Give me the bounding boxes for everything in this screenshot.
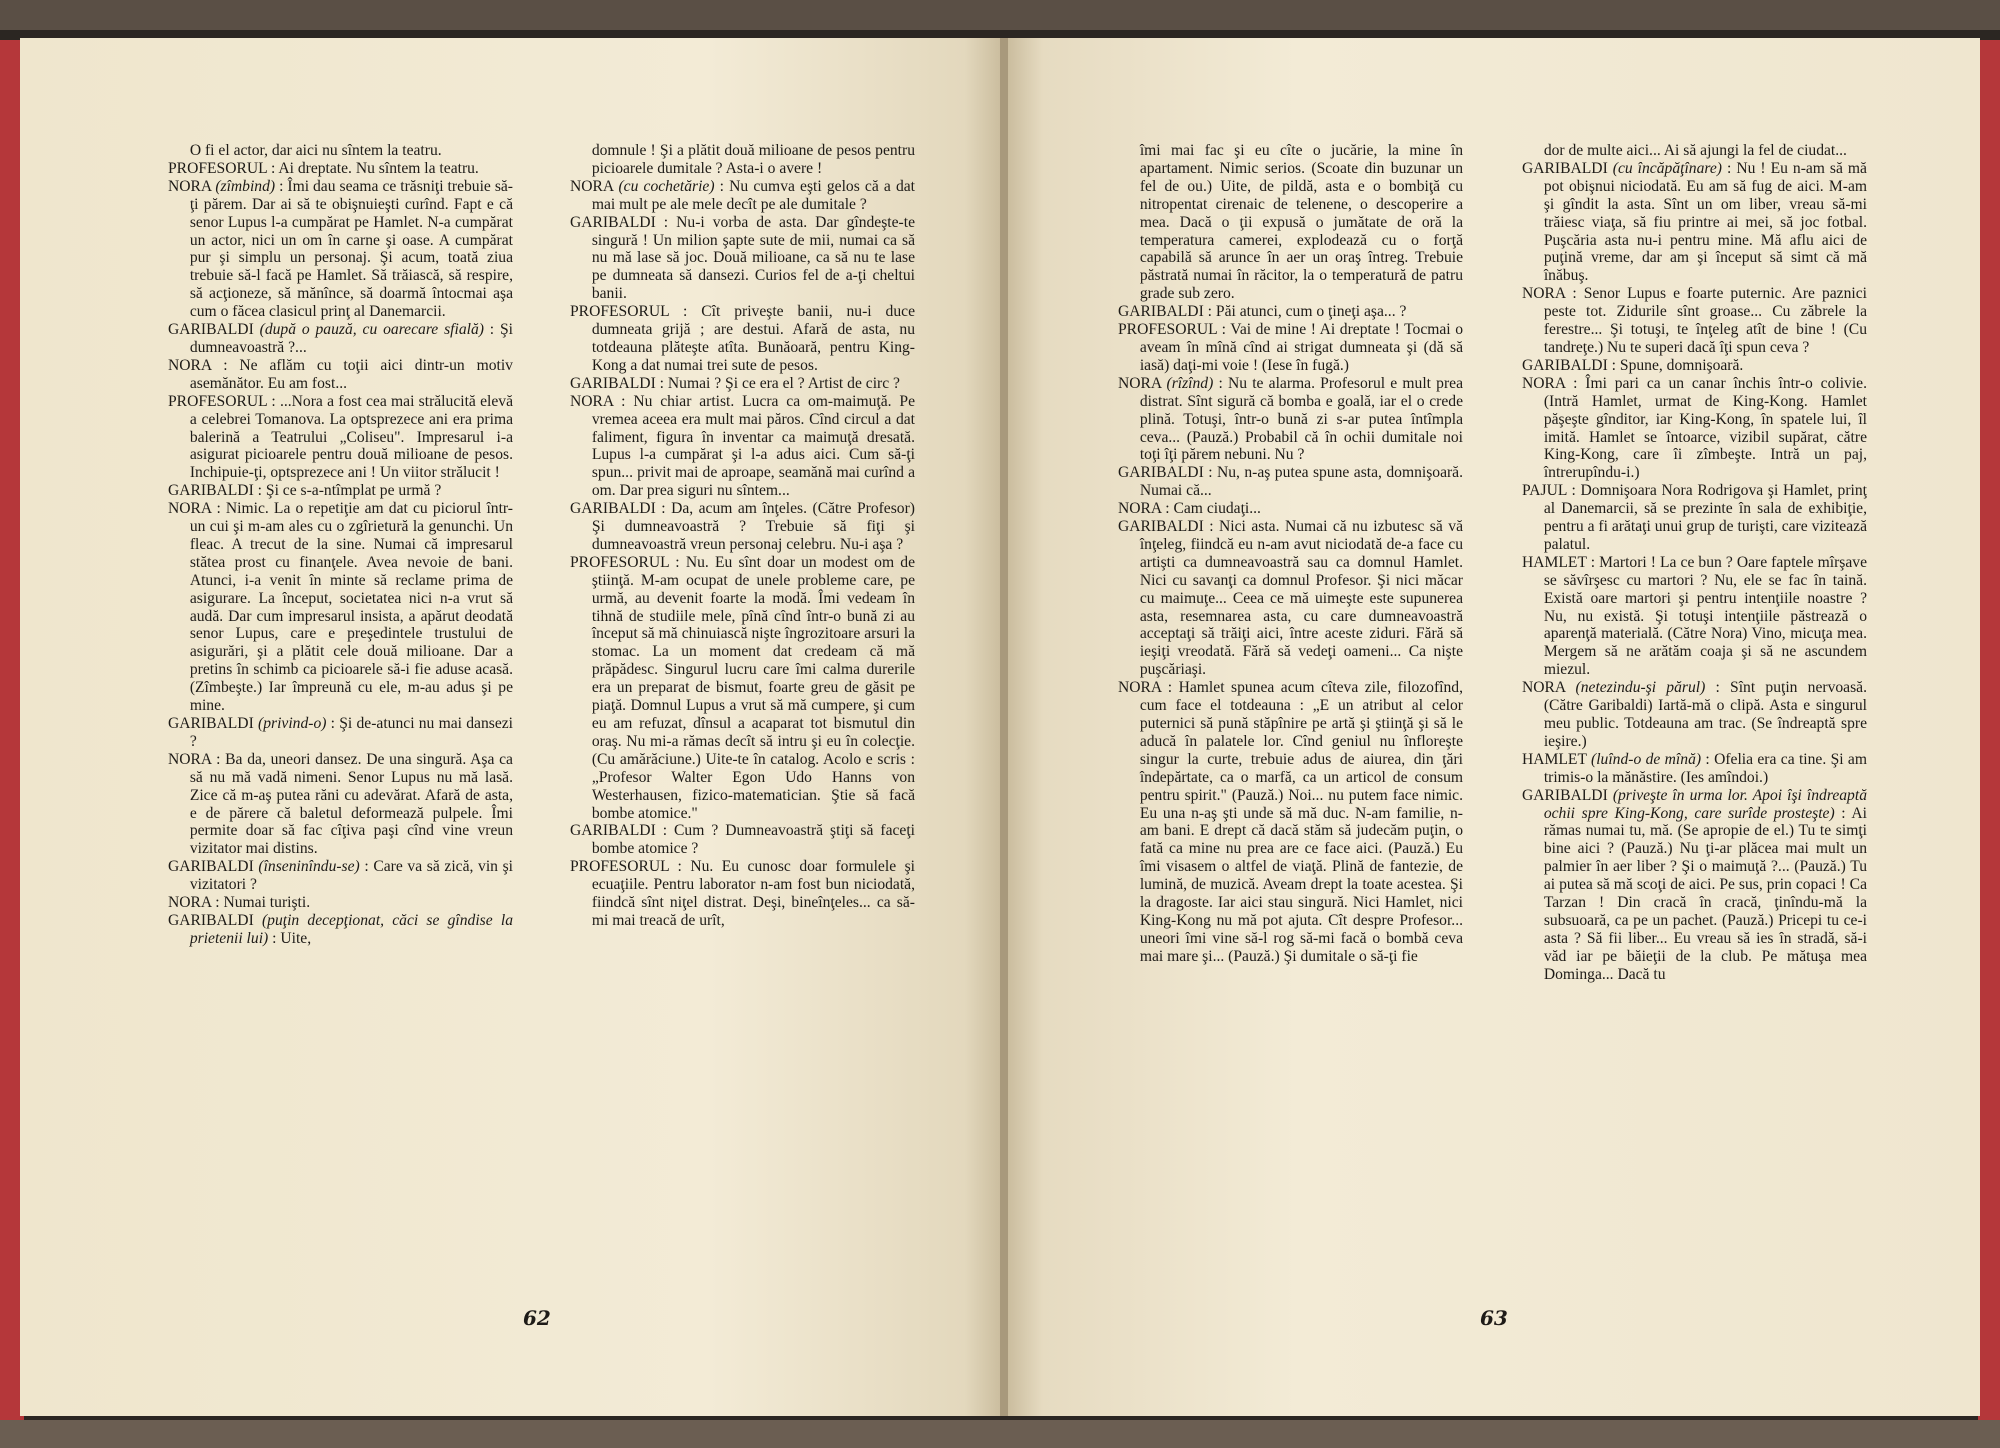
dialogue-paragraph — [1118, 375, 1463, 465]
dialogue-text: : Sînt puţin nervoasă. (Către Garibaldi) Iartă-mă o clipă. Asta e singurul meu public. Totdeauna am trac. (Se îndreaptă spre ieşire.) — [1543, 679, 1867, 750]
speaker-name: PAJUL : — [1522, 482, 1581, 500]
speaker-name: NORA — [1522, 679, 1576, 697]
dialogue-text: Senor Lupus e foarte puternic. Are paznici peste tot. Zidurile sînt groase... Cu zăbrele la ferestre... Şi totuşi, te înţeleg atît de bine ! (Cu tandreţe.) Nu te superi dacă îţi spun ceva ? — [1543, 285, 1867, 356]
dialogue-paragraph — [570, 393, 915, 500]
dialogue-text: Ba da, uneori dansez. De una singură. Aşa ca să nu mă vadă nimeni. Senor Lupus nu mă lasă. Zice că m-aş putea răni cu adevărat. Afară de asta, e de părere că baletul deformează pulpele. Îmi permite doar să fac cîţiva paşi cînd vine vreun vizitator mai distins. — [189, 750, 513, 858]
speaker-name: NORA : — [1522, 374, 1586, 392]
dialogue-text: Îmi pari ca un canar închis într-o colivie. (Intră Hamlet, urmat de King-Kong. Hamlet păşeşte gînditor, iar King-Kong, în spatele lui, îl imită. Hamlet se întoarce, vizibil supărat, către King-Kong, care îi zîmbeşte. Intră un paj, întrerupîndu-i.) — [1543, 374, 1867, 482]
speaker-name: PROFESORUL : — [570, 553, 686, 571]
stage-direction: (zîmbind) — [215, 177, 276, 195]
dialogue-text: Nu-i vorba de asta. Dar gîndeşte-te singură ! Un milion şapte sute de mii, numai ca să nu mă lase să joc. Două milioane, ca să nu te lase pe dumneata să dansezi. Curios fel de a-ţi cheltui banii. — [591, 213, 915, 303]
dialogue-paragraph — [570, 500, 915, 554]
speaker-name: GARIBALDI : — [570, 213, 677, 231]
dialogue-text: : Îmi dau seama ce trăsniţi trebuie să-ţi părem. Dar ai să te obişnuieşti curînd. Fapt e că senor Lupus l-a cumpărat pe Hamlet. N-a cumpărat un actor, nici un om în carne şi oase. A cumpărat pur şi simplu un personaj. Şi acum, toată ziua trebuie să-l facă pe Hamlet. Să trăiască, să respire, să acţioneze, să mănînce, să doarmă întocmai aşa cum o făcea clasicul prinţ al Danemarcii. — [189, 177, 513, 321]
dialogue-paragraph — [1118, 303, 1463, 321]
right-page-column-2 — [1522, 142, 1867, 1277]
stage-direction: (rîzînd) — [1166, 374, 1214, 392]
speaker-name: NORA : — [168, 356, 240, 374]
dialogue-paragraph — [168, 715, 513, 751]
right-page-column-1 — [1118, 142, 1463, 1277]
dialogue-paragraph — [168, 178, 513, 321]
dialogue-paragraph — [168, 393, 513, 483]
dialogue-paragraph — [570, 178, 915, 214]
dialogue-paragraph — [1522, 160, 1867, 285]
speaker-name: GARIBALDI : — [1118, 303, 1216, 321]
dialogue-text: Cam ciudaţi... — [1173, 500, 1261, 518]
dialogue-text: Spune, domnişoară. — [1619, 356, 1744, 374]
book-cover-top — [0, 0, 2000, 30]
dialogue-paragraph — [570, 554, 915, 823]
speaker-name: PROFESORUL : — [1118, 321, 1231, 339]
dialogue-text: O fi el actor, dar aici nu sîntem la teatru. — [189, 142, 442, 159]
dialogue-text: Nu chiar artist. Lucra ca om-maimuţă. Pe vremea aceea era mult mai păros. Cînd circul a dat faliment, figura în inventar ca maimuţă dresată. Lupus l-a cumpărat şi l-a adus aici. Cum să-ţi spun... privit mai de aproape, seamănă mai curînd a om. Dar prea siguri nu sîntem... — [591, 392, 915, 500]
speaker-name: NORA : — [1522, 285, 1584, 303]
book-cover-right-edge — [1978, 40, 2000, 1420]
speaker-name: PROFESORUL : — [570, 858, 691, 876]
dialogue-paragraph — [1522, 787, 1867, 984]
speaker-name: GARIBALDI : — [570, 374, 668, 392]
speaker-name: GARIBALDI : — [1118, 518, 1220, 536]
speaker-name: NORA : — [570, 392, 634, 410]
stage-direction: (netezindu-şi părul) — [1575, 679, 1706, 697]
dialogue-paragraph — [1118, 679, 1463, 966]
speaker-name: NORA : — [168, 750, 226, 768]
dialogue-paragraph — [570, 142, 915, 178]
speaker-name: GARIBALDI — [1522, 159, 1613, 177]
dialogue-paragraph — [1118, 518, 1463, 679]
dialogue-text: Nu, n-aş putea spune asta, domnişoară. Numai că... — [1139, 464, 1463, 500]
book-gutter — [1000, 38, 1008, 1416]
speaker-name: NORA — [570, 177, 619, 195]
speaker-name: GARIBALDI : — [1522, 356, 1620, 374]
stage-direction: (după o pauză, cu oarecare sfială) — [259, 321, 484, 339]
dialogue-paragraph — [1522, 482, 1867, 554]
stage-direction: (puţin decepţionat, căci se gîndise la prietenii lui) — [189, 911, 513, 947]
dialogue-text: Nu. Eu sînt doar un modest om de ştiinţă. M-am ocupat de unele probleme care, pe urmă, au devenit foarte la modă. Îmi vedeam în tihnă de studiile mele, pînă cînd într-o bună zi au început să mă chinuiască nişte îngrozitoare arsuri la stomac. La un moment dat credeam că mă prăpădesc. Singurul lucru care îmi calma durerile era un preparat de bismut, foarte greu de găsit pe piaţă. Domnul Lupus a vrut să mă cumpere, şi cum eu am refuzat, dînsul a acaparat tot bismutul din oraş. Nu mi-a rămas decît să intru şi eu în colecţie. (Cu amărăciune.) Uite-te în catalog. Acolo e scris : „Profesor Walter Egon Udo Hanns von Westerhausen, fizico-matematician. Ştie să facă bombe atomice." — [591, 553, 915, 822]
speaker-name: GARIBALDI : — [570, 500, 672, 518]
dialogue-text: : Nu ! Eu n-am să mă pot obişnui niciodată. Eu am să fug de aici. M-am şi gîndit la asta. Sînt un om liber, vreau să-mi trăiesc viaţa, să fiu printre ai mei, să joc fotbal. Puşcăria asta nu-i pentru mine. Mă aflu aici de puţină vreme, dar am şi început să simt că mă înăbuş. — [1543, 159, 1867, 285]
dialogue-text: : Care va să zică, vin şi vizitatori ? — [189, 858, 513, 894]
dialogue-paragraph — [1522, 375, 1867, 482]
dialogue-text: Numai ? Şi ce era el ? Artist de circ ? — [667, 374, 900, 392]
dialogue-text: Da, acum am înţeles. (Către Profesor) Şi dumneavoastră ? Trebuie să fiţi şi dumneavoastră vreun personaj celebru. Nu-i aşa ? — [591, 500, 915, 553]
dialogue-paragraph — [1118, 500, 1463, 518]
dialogue-text: : Nu cumva eşti gelos că a dat mai mult pe ale mele decît pe ale dumitale ? — [591, 177, 915, 213]
dialogue-paragraph — [168, 912, 513, 948]
dialogue-text: dor de multe aici... Ai să ajungi la fel de ciudat... — [1543, 142, 1847, 159]
stage-direction: (înseninîndu-se) — [258, 858, 360, 876]
dialogue-paragraph — [1522, 142, 1867, 160]
dialogue-text: Nimic. La o repetiţie am dat cu piciorul într-un cui şi m-am ales cu o zgîrietură la genunchi. Un fleac. A trecut de la sine. Numai că impresarul stătea prost cu finanţele. Avea nevoie de bani. Atunci, i-a venit în minte să reclame prima de asigurare. La început, societatea nici n-a vrut să audă. Dar cum impresarul insista, a apărut deodată senor Lupus, care e preşedintele trustului de asigurări, şi a plătit cele două milioane. Dar a pretins în schimb ca picioarele să-i fie aduse acasă. (Zîmbeşte.) Iar împreună cu ele, m-au adus şi pe mine. — [189, 500, 513, 715]
speaker-name: GARIBALDI — [168, 858, 259, 876]
stage-direction: (cu cochetărie) — [618, 177, 715, 195]
dialogue-paragraph — [168, 321, 513, 357]
speaker-name: GARIBALDI — [1522, 786, 1613, 804]
dialogue-paragraph — [168, 357, 513, 393]
speaker-name: GARIBALDI — [168, 911, 262, 929]
dialogue-text: Şi ce s-a-ntîmplat pe urmă ? — [265, 482, 442, 500]
dialogue-paragraph — [1522, 554, 1867, 679]
left-page-column-1 — [168, 142, 513, 1277]
dialogue-paragraph — [1522, 357, 1867, 375]
dialogue-text: : Ofelia era ca tine. Şi am trimis-o la mănăstire. (Ies amîndoi.) — [1543, 750, 1867, 786]
speaker-name: GARIBALDI : — [1118, 464, 1217, 482]
dialogue-text: Vai de mine ! Ai dreptate ! Tocmai o aveam în mînă cînd ai strigat dumneata şi (dă să iasă) daţi-mi voie ! (Iese în fugă.) — [1139, 321, 1463, 374]
speaker-name: GARIBALDI : — [168, 482, 266, 500]
dialogue-paragraph — [168, 858, 513, 894]
speaker-name: NORA : — [1118, 500, 1174, 518]
dialogue-text: Numai turişti. — [223, 894, 311, 912]
dialogue-text: Ai dreptate. Nu sîntem la teatru. — [278, 159, 479, 177]
dialogue-paragraph — [570, 858, 915, 930]
stage-direction: (priveşte în urma lor. Apoi îşi îndreaptă ochii spre King-Kong, care surîde prosteşte) — [1543, 786, 1867, 822]
speaker-name: NORA : — [168, 500, 226, 518]
speaker-name: GARIBALDI : — [570, 822, 675, 840]
dialogue-paragraph — [1522, 285, 1867, 357]
dialogue-text: : Uite, — [268, 929, 312, 947]
dialogue-paragraph — [168, 751, 513, 858]
dialogue-text: domnule ! Şi a plătit două milioane de pesos pentru picioarele dumitale ? Asta-i o avere ! — [591, 142, 915, 177]
dialogue-paragraph — [168, 482, 513, 500]
book-cover-bottom — [0, 1420, 2000, 1448]
dialogue-text: Cum ? Dumneavoastră ştiţi să faceţi bombe atomice ? — [591, 822, 915, 858]
page-number-left: 62 — [523, 1306, 551, 1330]
stage-direction: (privind-o) — [258, 715, 327, 732]
dialogue-text: Cît priveşte banii, nu-i duce dumneata grijă ; are destui. Afară de asta, nu totdeauna plăteşte atîta. Bunăoară, pentru King-Kong a dat numai trei sute de pesos. — [591, 303, 915, 374]
dialogue-paragraph — [1118, 142, 1463, 303]
dialogue-text: Martori ! La ce bun ? Oare faptele mîrşave se săvîrşesc cu martori ? Nu, ele se fac în taină. Există oare martori şi pentru intenţiile noastre ? Nu, nu există. Şi totuşi intenţiile păstrează o aparenţă materială. (Către Nora) Vino, micuţa mea. Mergem să ne arătăm coaja şi să ne ascundem miezul. — [1543, 553, 1867, 679]
dialogue-paragraph — [168, 142, 513, 160]
dialogue-text: ...Nora a fost cea mai strălucită elevă a celebrei Tomanova. La optsprezece ani era prima balerină a Teatrului „Coliseu". Impresarul i-a asigurat picioarele pentru două milioane de pesos. Inchipuie-ţi, optsprezece ani ! Un viitor strălucit ! — [189, 392, 513, 482]
dialogue-paragraph — [570, 303, 915, 375]
dialogue-text: Păi atunci, cum o ţineţi aşa... ? — [1215, 303, 1407, 321]
dialogue-paragraph — [1522, 679, 1867, 751]
speaker-name: NORA : — [1118, 679, 1179, 697]
left-page-column-2 — [570, 142, 915, 1277]
dialogue-paragraph — [570, 375, 915, 393]
speaker-name: NORA — [1118, 374, 1167, 392]
dialogue-paragraph — [168, 160, 513, 178]
speaker-name: NORA — [168, 177, 216, 195]
dialogue-paragraph — [168, 500, 513, 715]
speaker-name: PROFESORUL : — [570, 303, 702, 321]
speaker-name: HAMLET — [1522, 750, 1592, 768]
speaker-name: PROFESORUL : — [168, 159, 279, 177]
dialogue-text: : Nu te alarma. Profesorul e mult prea distrat. Sînt sigură că bomba e goală, iar el o crede plină. Totuşi, într-o bună zi s-ar putea întîmpla ceva... (Pauză.) Probabil că în ochii dumitale noi toţi îţi părem nebuni. Nu ? — [1139, 374, 1463, 464]
stage-direction: (luînd-o de mînă) — [1591, 750, 1702, 768]
speaker-name: GARIBALDI — [168, 321, 260, 339]
speaker-name: HAMLET : — [1522, 553, 1600, 571]
page-number-right: 63 — [1480, 1306, 1508, 1330]
dialogue-paragraph — [1118, 464, 1463, 500]
dialogue-text: Ne aflăm cu toţii aici dintr-un motiv asemănător. Eu am fost... — [189, 356, 513, 392]
dialogue-paragraph — [1118, 321, 1463, 375]
dialogue-text: Nu. Eu cunosc doar formulele şi ecuaţiile. Pentru laborator n-am fost bun niciodată, fiindcă sînt niţel distrat. Deşi, bineînţeles... ca să-mi mai treacă de urît, — [591, 858, 915, 929]
dialogue-text: îmi mai fac şi eu cîte o jucărie, la mine în apartament. Nimic serios. (Scoate din buzunar un fel de ou.) Uite, de pildă, asta e o bombiţă cu nitropentat cirenaic de telenene, o descoperire a mea. Dacă o ţii expusă o jumătate de oră la temperatura camerei, explodează cu o forţă capabilă să arunce în aer un oraş întreg. Trebuie păstrată numai în răcitor, la o temperatură de patru grade sub zero. — [1139, 142, 1463, 303]
dialogue-text: : Şi de-atunci nu mai dansezi ? — [189, 715, 513, 750]
dialogue-text: : Şi dumneavoastră ?... — [189, 321, 513, 356]
dialogue-text: Domnişoara Nora Rodrigova şi Hamlet, prinţ al Danemarcii, să se prezinte în sala de exhibiţie, pentru a fi arătaţi unui grup de turişti, care vizitează palatul. — [1543, 482, 1867, 553]
dialogue-paragraph — [570, 214, 915, 304]
speaker-name: PROFESORUL : — [168, 392, 280, 410]
speaker-name: NORA : — [168, 894, 224, 912]
dialogue-text: Nici asta. Numai că nu izbutesc să vă înţeleg, fiindcă eu n-am avut niciodată de-a face cu artişti ca dumneavoastră sau ca domnul Hamlet. Nici cu savanţi ca domnul Profesor. Şi nici măcar cu maimuţe... Ceea ce mă uimeşte este supunerea asta, resemnarea asta, cu care dumneavoastră acceptaţi să trăiţi aici, între aceste ziduri. Fără să ieşiţi vreodată. Fără să vedeţi oameni... Ca nişte puşcăriaşi. — [1139, 518, 1463, 679]
speaker-name: GARIBALDI — [168, 715, 259, 732]
stage-direction: (cu încăpăţînare) — [1612, 159, 1722, 177]
dialogue-paragraph — [168, 894, 513, 912]
dialogue-paragraph — [1522, 751, 1867, 787]
dialogue-paragraph — [570, 822, 915, 858]
dialogue-text: Hamlet spunea acum cîteva zile, filozofînd, cum face el totdeauna : „E un atribut al celor puternici să pună stăpînire pe artă şi ştiinţă şi să le aducă în palatele lor. Cînd geniul nu înfloreşte singur la curte, trebuie adus de aiurea, din ţări îndepărtate, ca o marfă, ca un articol de consum pentru spirit." (Pauză.) Noi... nu putem face nimic. Eu una n-aş şti unde să mă duc. N-am familie, n-am bani. E drept că dacă stăm să judecăm puţin, o fată ca mine nu prea are ce face aici. (Pauză.) Eu îmi visasem o altfel de viaţă. Plină de fantezie, de lumină, de muzică. Aveam drept la toate acestea. Şi la dragoste. Iar aici stau singură. Nici Hamlet, nici King-Kong nu mă pot ajuta. Cît despre Profesor... uneori îmi vine să-l rog să-mi facă o bombă ceva mai mare şi... (Pauză.) Şi dumitale o să-ţi fie — [1139, 679, 1463, 965]
dialogue-text: : Ai rămas numai tu, mă. (Se apropie de el.) Tu te simţi bine aici ? (Pauză.) Nu ţi-ar plăcea mai mult un palmier în aer liber ? Şi o maimuţă ?... (Pauză.) Tu ai putea să mă scoţi de aici. Pe sus, prin copaci ! Ca Tarzan ! Din cracă în cracă, ţinîndu-mă la subsuoară, ca pe un pachet. (Pauză.) Pricepi tu ce-i asta ? Să fii liber... Eu vreau să ies în stradă, să-i văd iar pe băieţii de la club. Pe mătuşa mea Dominga... Dacă tu — [1543, 804, 1867, 983]
